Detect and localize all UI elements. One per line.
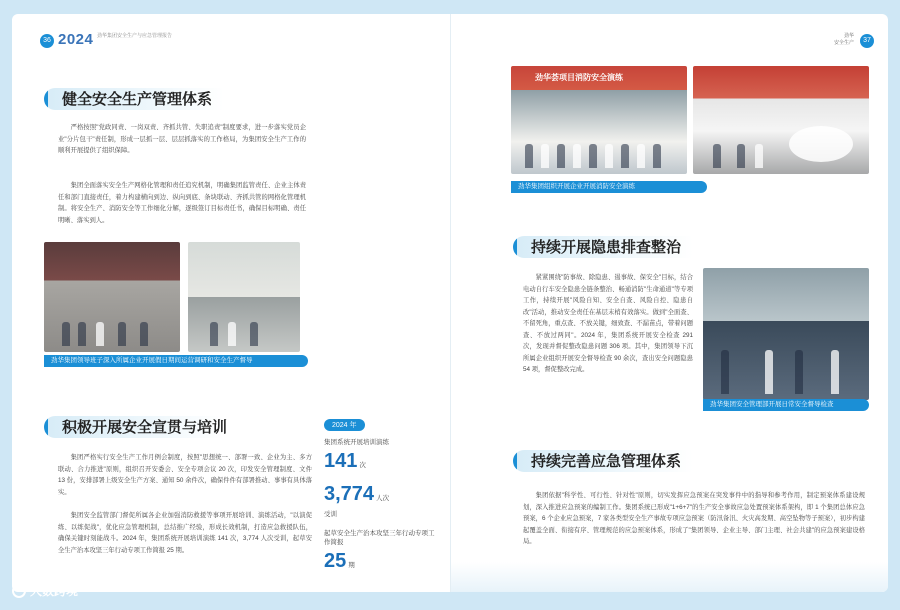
- photo-extinguisher-drill: [693, 66, 869, 174]
- section-title-hazard: 持续开展隐患排查整治: [527, 232, 681, 260]
- photo-inspection-plant: [44, 242, 180, 352]
- stat-value: 3,774 人次: [324, 483, 390, 505]
- page-number-left: 36: [40, 34, 54, 48]
- photo-caption: 劲华集团组织开展企业开展消防安全演练: [511, 181, 707, 193]
- stat-label: 集团系统开展培训演练: [324, 439, 389, 446]
- paragraph: 严格按照"党政同责、一岗双责、齐抓共管、失职追责"制度要求，进一步落实党员企业"分片包干"责任制，形成一层抓一层、层层抓落实的工作格局，为集团安全生产工作的顺利开展提供了组织保障。: [58, 124, 306, 154]
- paragraph: 集团依据"科学性、可行性、针对性"原则，切实发挥应急预案在突发事件中的指导和参考作用，制定预案体系建设规划，深入推进应急预案的编制工作。集团系统已形成"1+6+7"的生产安全事故应急处置预案体系架构，即 1 个集团总体应急预案，6 个企业应急预案，7 家各类型安全生产事故专项应急预案（防汛备汛、火灾高发期、高空坠物等子预案），初步构建起覆盖全面、衔接有序、管理规范的应急预案体系，形成了"集团领导、企业主导、部门主理、社会共建"的应急预案建设格局。: [523, 492, 865, 545]
- photo-caption: 劲华集团安全管理部开展日常安全督导检查: [703, 399, 869, 411]
- watermark-logo: 大数跨境: [12, 582, 78, 599]
- header-subtitle: 劲华集团安全生产与应急管理报告: [97, 33, 173, 39]
- paragraph: 紧紧围绕"防事故、除隐患、遏事故、保安全"目标，结合电动自行车安全隐患全链条整治、畅通消防"生命通道"等专项工作，持续开展"风险自知、安全自查、风险自控、隐患自改"活动，推动安全责任在基层末梢有效落实。做到"全面查、不留死角，重点查、不放关键，细致查、不漏苗点，带着问题查、不放过两同"。2024 年，集团系统开展安全检查 291 次，发现并督促整改隐患问题 306 项。其中，集团领导下沉所属企业组织开展安全督导检查 90 余次，查出安全问题隐患 54 项，督促整改完成。: [523, 274, 694, 373]
- paragraph: 集团安全监管部门督促所属各企业加强消防救援等事项开展培训、演练活动，"以演促练、以练促战"，优化应急管理机制，总结推广经验，形成长效机制，打造应急救援队伍，确保关键时刻能战斗。2024 年，集团系统开展培训演练 141 次，3,774 人次受训，起草安全生产治本攻坚三年行动专项工作简报 25 期。: [58, 512, 312, 554]
- stat-value: 141 次: [324, 450, 366, 472]
- banner-text: 劲华荟项目消防安全演练: [535, 73, 623, 82]
- photo-fire-drill-group: [511, 66, 687, 174]
- stat-value: 25 期: [324, 550, 355, 572]
- section-title-emergency: 持续完善应急管理体系: [527, 446, 681, 474]
- stat-label: 起草安全生产治本攻坚三年行动专项工作简报: [324, 530, 435, 546]
- photo-caption: 劲华集团领导班子深入所属企业开展假日期间运营调研和安全生产督导: [44, 355, 308, 367]
- section-title-training: 积极开展安全宣贯与培训: [58, 412, 227, 440]
- left-page: [12, 14, 450, 592]
- watermark-ring-icon: [12, 584, 26, 598]
- photo-inspection-cabinet: [188, 242, 300, 352]
- header-year: 2024: [58, 31, 94, 48]
- stats-year-tag: 2024 年: [324, 419, 365, 431]
- paragraph: 集团全面落实安全生产网格化管理和责任追究机制，明确集团监管责任、企业主体责任和部门直接责任，着力构建横向到边、纵向到底、条块联动、齐抓共管的网格化管理机制。将安全生产、消防安全等工作细化分解，逐级签订目标责任书，确保目标明确、责任明晰、落实到人。: [58, 182, 306, 224]
- header-right-label: 劲华 安全生产: [833, 33, 854, 46]
- photo-security-inspection: [703, 268, 869, 400]
- stat-label: 受训: [324, 511, 337, 518]
- right-page: [451, 14, 888, 592]
- section-title-management: 健全安全生产管理体系: [58, 84, 212, 112]
- report-spread: [12, 14, 888, 592]
- stats-panel: [324, 414, 436, 577]
- paragraph: 集团严格实行安全生产工作月例会制度，按照"思想统一、部署一致、企业为主、多方联动、合力推进"原则，组织召开安委会、安全专项会议 20 次，印发安全管理制度、文件 13 份，安排部署上级安全生产方案、通知 50 余件次，确保件件有部署推动、事事有具体落实。: [58, 454, 312, 496]
- decorative-wave: [451, 562, 888, 592]
- page-number-right: 37: [860, 34, 874, 48]
